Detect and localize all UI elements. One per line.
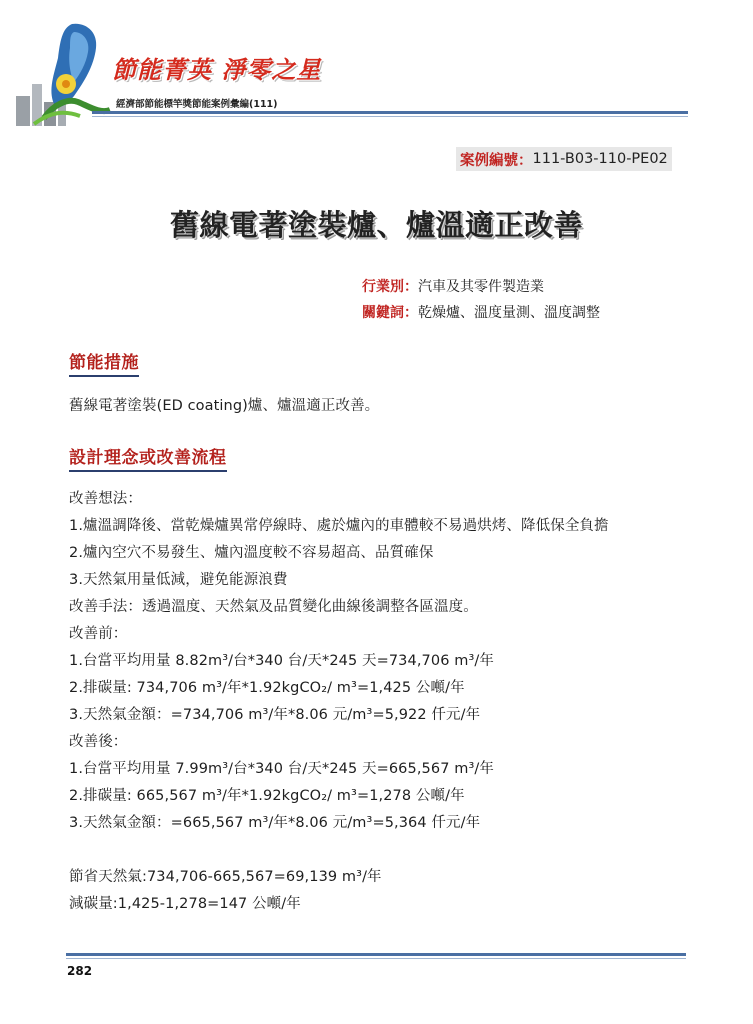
body-line: 改善想法： [69, 491, 142, 507]
footer-divider [66, 953, 686, 956]
brand-subtitle: 經濟部節能標竿獎節能案例彙編(111) [116, 99, 278, 110]
body-line: 1.台當平均用量 7.99m³/台*340 台/天*245 天=665,567 m³/年 [69, 761, 494, 777]
body-line: 3.天然氣用量低減，避免能源浪費 [69, 572, 288, 588]
body-line: 節省天然氣:734,706-665,567=69,139 m³/年 [69, 869, 382, 885]
body-line: 改善後： [69, 734, 128, 750]
keywords-value: 乾燥爐、溫度量測、溫度調整 [418, 305, 600, 321]
body-line: 3.天然氣金額：=665,567 m³/年*8.06 元/m³=5,364 仟元/年 [69, 815, 481, 831]
measures-text: 舊線電著塗裝(ED coating)爐、爐溫適正改善。 [69, 398, 380, 414]
body-line: 2.排碳量: 665,567 m³/年*1.92kgCO₂/ m³=1,278 公噸/年 [69, 788, 465, 804]
body-line: 改善前： [69, 626, 128, 642]
brand-title: 節能菁英 淨零之星 [112, 55, 322, 84]
body-line: 1.爐溫調降後、當乾燥爐異常停線時、處於爐內的車體較不易過烘烤、降低保全負擔 [69, 518, 609, 534]
section-heading-design: 設計理念或改善流程 [69, 443, 227, 472]
case-number-label: 案例編號： [460, 152, 533, 169]
case-number-value: 111-B03-110-PE02 [532, 151, 668, 167]
body-line: 1.台當平均用量 8.82m³/台*340 台/天*245 天=734,706 m³/年 [69, 653, 494, 669]
case-number-box [456, 147, 672, 171]
meta-industry [362, 276, 544, 296]
keywords-label: 關鍵詞： [362, 305, 418, 321]
header-divider-thin [92, 116, 688, 117]
body-line: 2.爐內空穴不易發生、爐內溫度較不容易超高、品質確保 [69, 545, 434, 561]
industry-label: 行業別： [362, 279, 418, 295]
footer-divider-thin [66, 958, 686, 959]
meta-keywords [362, 302, 600, 322]
body-line: 改善手法：透過溫度、天然氣及品質變化曲線後調整各區溫度。 [69, 599, 478, 615]
body-line: 減碳量:1,425-1,278=147 公噸/年 [69, 896, 301, 912]
section-heading-measures: 節能措施 [69, 348, 139, 377]
body-line: 2.排碳量: 734,706 m³/年*1.92kgCO₂/ m³=1,425 公噸/年 [69, 680, 465, 696]
page-title: 舊線電著塗裝爐、爐溫適正改善 [169, 208, 583, 242]
header-divider [92, 111, 688, 114]
industry-value: 汽車及其零件製造業 [418, 279, 544, 295]
page-number: 282 [67, 964, 93, 978]
body-line: 3.天然氣金額：=734,706 m³/年*8.06 元/m³=5,922 仟元/年 [69, 707, 481, 723]
